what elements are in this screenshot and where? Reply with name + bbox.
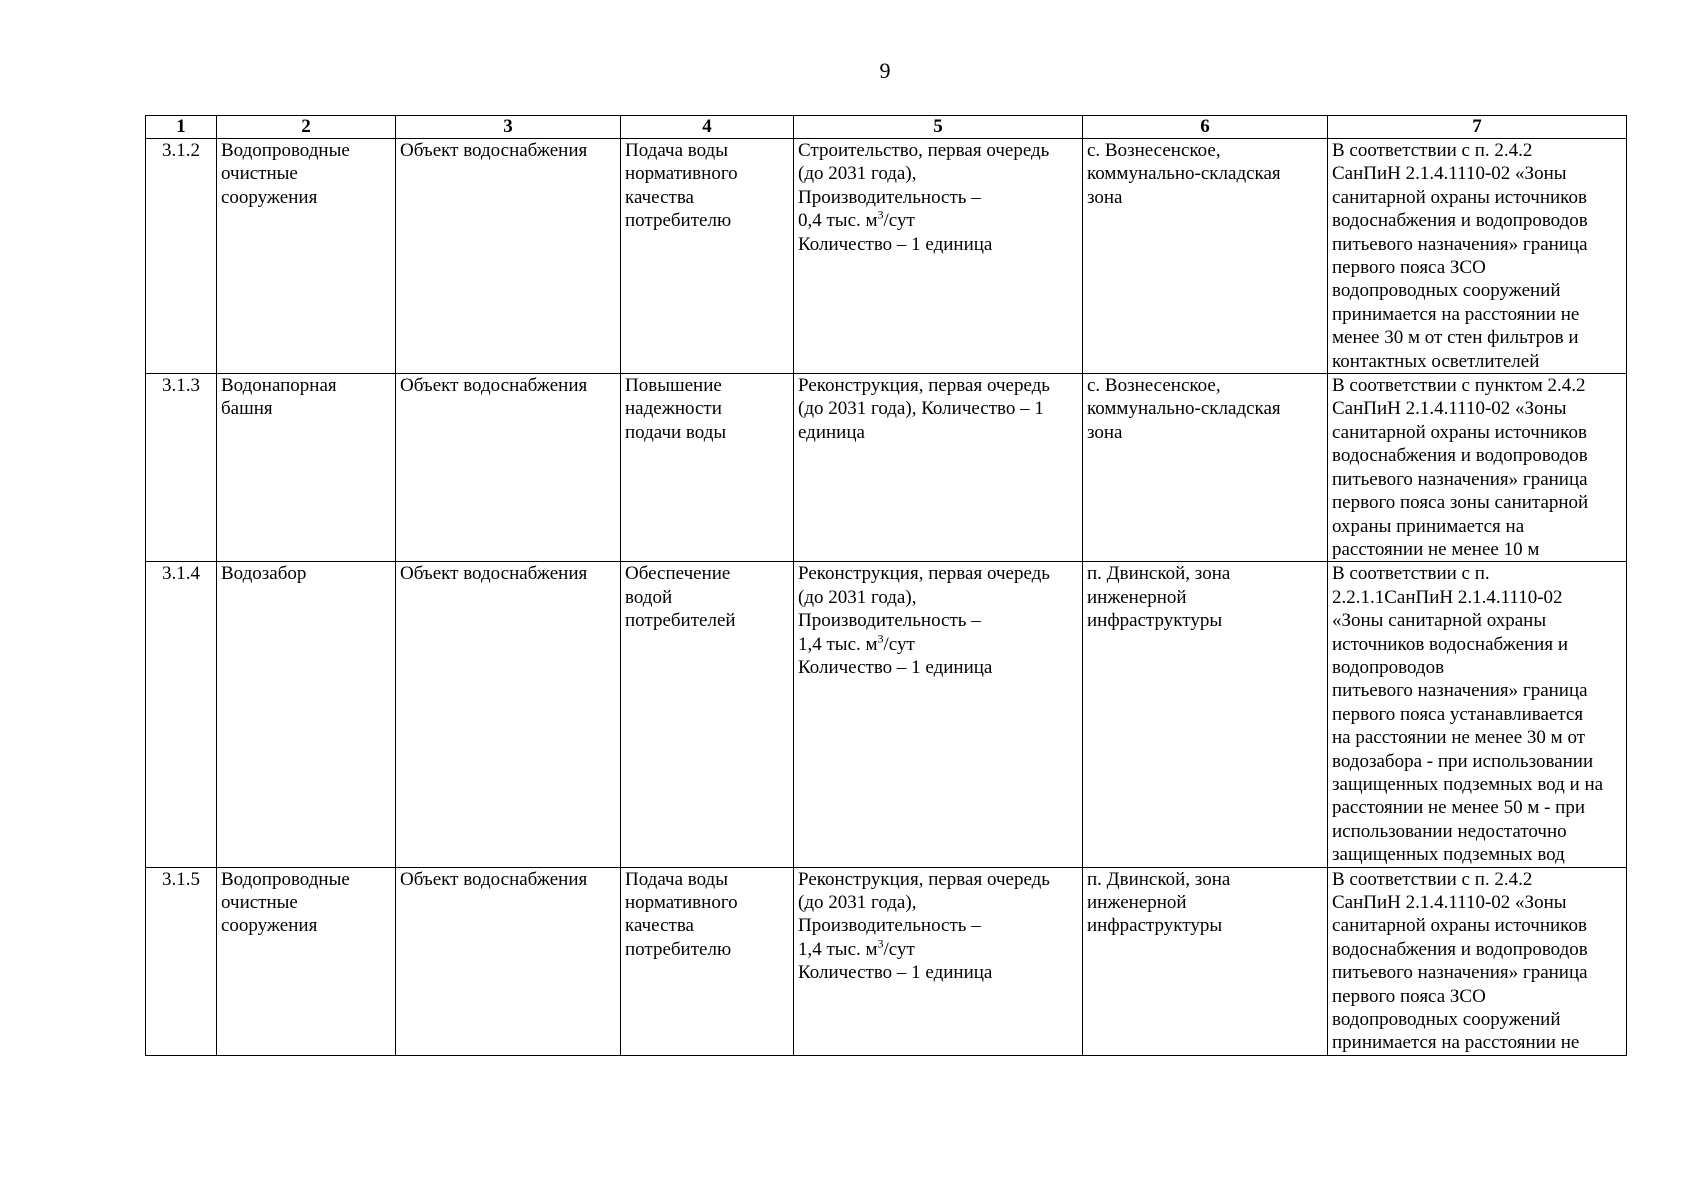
column-header: 2	[217, 116, 396, 139]
object-purpose: Подача воды нормативного качества потребителю	[621, 139, 794, 374]
superscript: 3	[877, 631, 884, 646]
object-location: п. Двинской, зона инженерной инфраструктуры	[1083, 867, 1328, 1055]
table-row	[146, 374, 1627, 562]
table-row	[146, 139, 1627, 374]
protection-zone: В соответствии с п. 2.4.2 СанПиН 2.1.4.1110-02 «Зоны санитарной охраны источников водоснабжения и водопроводов питьевого назначения» граница первого пояса ЗСО водопроводных сооружений принимается на расстоянии не	[1328, 867, 1627, 1055]
characteristics-text: Реконструкция, первая очередь (до 2031 года), Производительность – 1,4 тыс. м	[798, 563, 1050, 655]
column-header: 1	[146, 116, 217, 139]
characteristics-text: Реконструкция, первая очередь (до 2031 года), Производительность – 1,4 тыс. м	[798, 868, 1050, 960]
characteristics-unit: /сут	[883, 633, 915, 655]
object-name: Водозабор	[217, 562, 396, 867]
object-type: Объект водоснабжения	[396, 139, 621, 374]
characteristics-count: Количество – 1 единица	[798, 656, 993, 678]
column-header: 5	[794, 116, 1083, 139]
characteristics-count: Количество – 1 единица	[798, 962, 993, 984]
column-header: 6	[1083, 116, 1328, 139]
object-name: Водонапорная башня	[217, 374, 396, 562]
object-characteristics: Реконструкция, первая очередь (до 2031 года), Количество – 1 единица	[794, 374, 1083, 562]
object-name: Водопроводные очистные сооружения	[217, 867, 396, 1055]
object-location: п. Двинской, зона инженерной инфраструктуры	[1083, 562, 1328, 867]
object-purpose: Повышение надежности подачи воды	[621, 374, 794, 562]
object-type: Объект водоснабжения	[396, 867, 621, 1055]
characteristics-text: Строительство, первая очередь (до 2031 года), Производительность – 0,4 тыс. м	[798, 140, 1050, 232]
protection-zone: В соответствии с п. 2.4.2 СанПиН 2.1.4.1110-02 «Зоны санитарной охраны источников водоснабжения и водопроводов питьевого назначения» граница первого пояса ЗСО водопроводных сооружений принимается на расстоянии не менее 30 м от стен фильтров и контактных осветлителей	[1328, 139, 1627, 374]
objects-table	[145, 115, 1627, 1056]
characteristics-count: Количество – 1 единица	[798, 233, 993, 255]
table-header-row	[146, 116, 1627, 139]
object-characteristics	[794, 867, 1083, 1055]
row-number: 3.1.5	[146, 867, 217, 1055]
superscript: 3	[877, 936, 884, 951]
row-number: 3.1.3	[146, 374, 217, 562]
object-name: Водопроводные очистные сооружения	[217, 139, 396, 374]
protection-zone: В соответствии с пунктом 2.4.2 СанПиН 2.1.4.1110-02 «Зоны санитарной охраны источников водоснабжения и водопроводов питьевого назначения» граница первого пояса зоны санитарной охраны принимается на расстоянии не менее 10 м	[1328, 374, 1627, 562]
object-purpose: Обеспечение водой потребителей	[621, 562, 794, 867]
object-type: Объект водоснабжения	[396, 374, 621, 562]
object-characteristics	[794, 139, 1083, 374]
object-type: Объект водоснабжения	[396, 562, 621, 867]
object-purpose: Подача воды нормативного качества потребителю	[621, 867, 794, 1055]
characteristics-unit: /сут	[883, 938, 915, 960]
row-number: 3.1.2	[146, 139, 217, 374]
object-location: с. Вознесенское, коммунально-складская зона	[1083, 374, 1328, 562]
object-characteristics	[794, 562, 1083, 867]
superscript: 3	[877, 207, 884, 222]
page-number: 9	[879, 58, 891, 83]
object-location: с. Вознесенское, коммунально-складская зона	[1083, 139, 1328, 374]
characteristics-unit: /сут	[883, 210, 915, 232]
table-row	[146, 562, 1627, 867]
column-header: 7	[1328, 116, 1627, 139]
column-header: 3	[396, 116, 621, 139]
table-row	[146, 867, 1627, 1055]
protection-zone: В соответствии с п. 2.2.1.1СанПиН 2.1.4.1110-02 «Зоны санитарной охраны источников водоснабжения и водопроводов питьевого назначения» граница первого пояса устанавливается на расстоянии не менее 30 м от водозабора - при использовании защищенных подземных вод и на расстоянии не менее 50 м - при использовании недостаточно защищенных подземных вод	[1328, 562, 1627, 867]
row-number: 3.1.4	[146, 562, 217, 867]
column-header: 4	[621, 116, 794, 139]
